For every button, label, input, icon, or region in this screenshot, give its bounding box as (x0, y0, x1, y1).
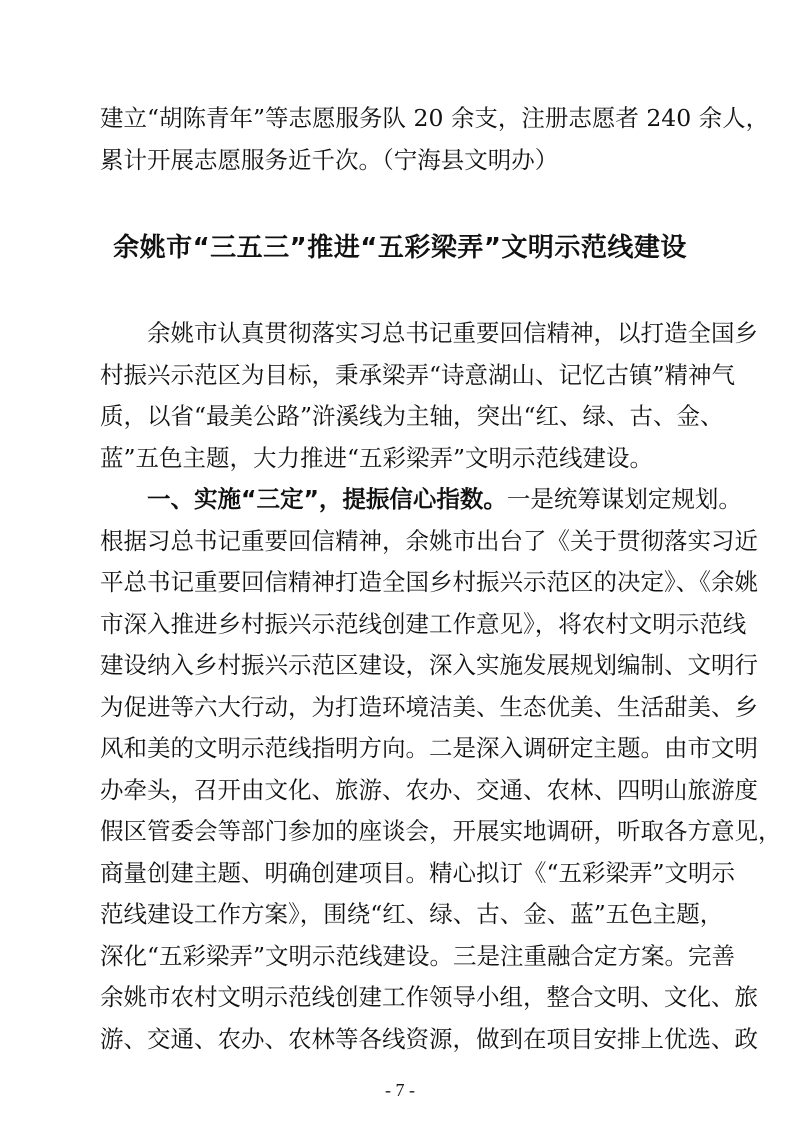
text-line: 游、交通、农办、农林等各线资源，做到在项目安排上优选、政 (100, 1024, 758, 1053)
text-line: 质，以省“最美公路”浒溪线为主轴，突出“红、绿、古、金、 (100, 402, 724, 430)
text-line: 风和美的文明示范线指明方向。二是深入调研定主题。由市文明 (100, 734, 758, 762)
text-line: 蓝”五色主题，大力推进“五彩梁弄”文明示范线建设。 (100, 443, 654, 472)
text-line: 建立“胡陈青年”等志愿服务队 20 余支，注册志愿者 240 余人， (100, 104, 770, 132)
text-line: 深化“五彩梁弄”文明示范线建设。三是注重融合定方案。完善 (100, 941, 736, 970)
text-line: 余姚市农村文明示范线创建工作领导小组，整合文明、文化、旅 (100, 983, 758, 1011)
continuation-paragraph (100, 98, 770, 181)
article-title: 余姚市“三五三”推进“五彩梁弄”文明示范线建设 (113, 233, 687, 263)
section-1-heading: 一、实施“三定”，提振信心指数。 (147, 485, 507, 513)
text-line: 根据习总书记重要回信精神，余姚市出台了《关于贯彻落实习近 (100, 526, 758, 555)
text-line: 市深入推进乡村振兴示范线创建工作意见》，将农村文明示范线 (100, 609, 747, 638)
section-1-paragraph (100, 479, 782, 1060)
text-line: 办牵头，召开由文化、旅游、农办、交通、农林、四明山旅游度 (100, 775, 758, 804)
intro-paragraph (100, 313, 758, 479)
text-line: 余姚市认真贯彻落实习总书记重要回信精神，以打造全国乡 (147, 319, 758, 347)
section-1-first-line-rest: 一是统筹谋划定规划。 (506, 485, 742, 513)
text-line: 累计开展志愿服务近千次。（宁海县文明办） (100, 145, 559, 174)
text-line: 平总书记重要回信精神打造全国乡村振兴示范区的决定》、《余姚 (100, 568, 758, 596)
text-line: 假区管委会等部门参加的座谈会，开展实地调研，听取各方意见， (100, 817, 782, 845)
text-line: 范线建设工作方案》，围绕“红、绿、古、金、蓝”五色主题， (100, 900, 724, 928)
text-line: 建设纳入乡村振兴示范区建设，深入实施发展规划编制、文明行 (100, 651, 758, 679)
page-number: - 7 - (385, 1080, 415, 1100)
text-line: 为促进等六大行动，为打造环境洁美、生态优美、生活甜美、乡 (100, 692, 758, 721)
text-line: 商量创建主题、明确创建项目。精心拟订《“五彩梁弄”文明示 (100, 858, 736, 887)
section-1-first-line (100, 479, 742, 521)
text-line: 村振兴示范区为目标，秉承梁弄“诗意湖山、记忆古镇”精神气 (100, 360, 736, 389)
